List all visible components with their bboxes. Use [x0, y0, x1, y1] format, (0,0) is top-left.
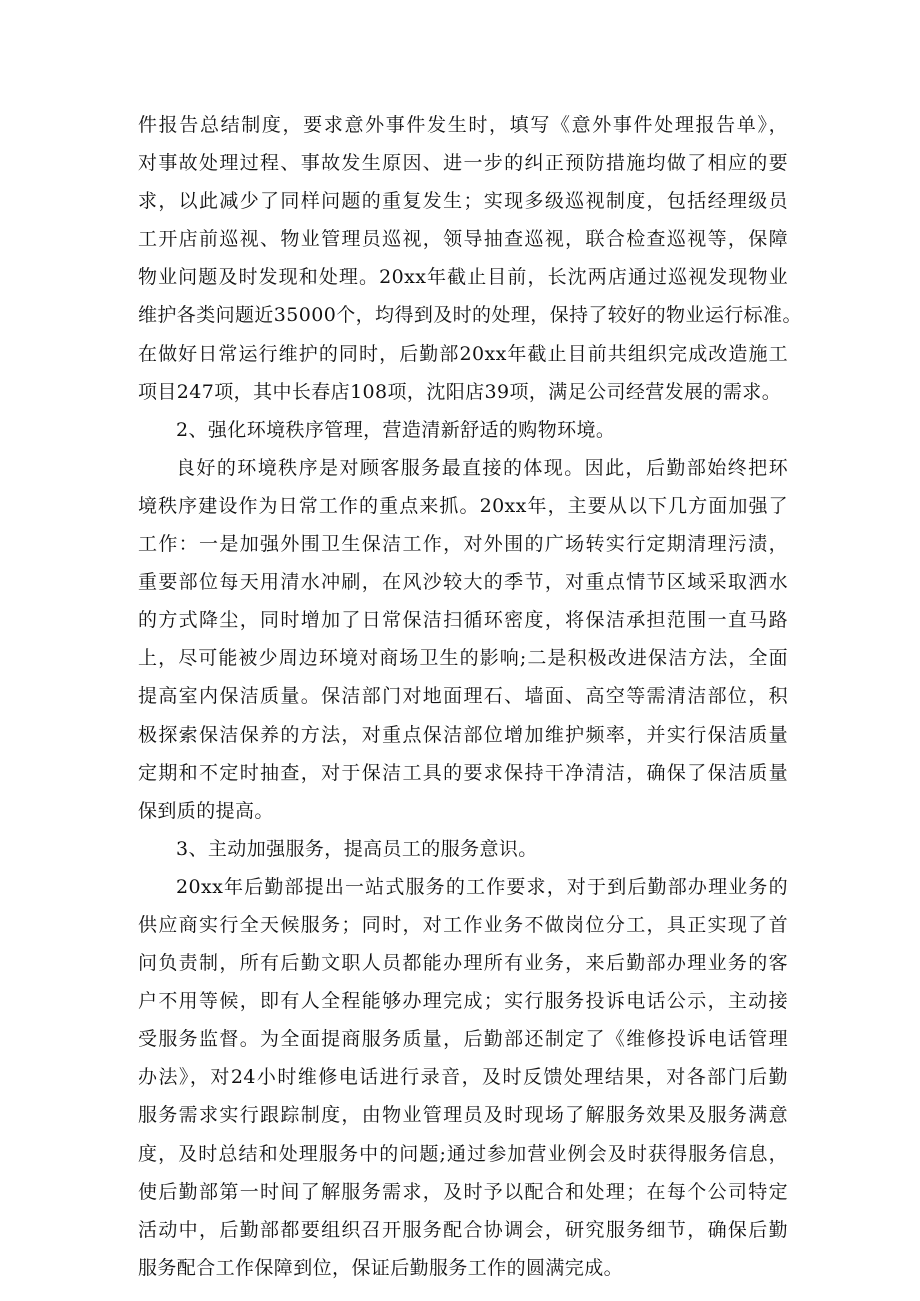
text-line: 物业问题及时发现和处理。20xx年截止目前，长沈两店通过巡视发现物业: [138, 266, 788, 289]
text-line: 服务需求实行跟踪制度，由物业管理员及时现场了解服务效果及服务满意: [138, 1104, 788, 1127]
text-line: 提高室内保洁质量。保洁部门对地面理石、墙面、高空等需清洁部位，积: [138, 685, 788, 708]
text-line: 户不用等候，即有人全程能够办理完成；实行服务投诉电话公示，主动接: [138, 990, 788, 1013]
paragraph: [138, 449, 788, 830]
text-line: 定期和不定时抽查，对于保洁工具的要求保持干净清洁，确保了保洁质量: [138, 761, 788, 784]
paragraph: [138, 830, 788, 868]
text-line: 良好的环境秩序是对顾客服务最直接的体现。因此，后勤部始终把环: [176, 456, 788, 479]
text-line: 维护各类问题近35000个，均得到及时的处理，保持了较好的物业运行标准。: [138, 304, 802, 327]
text-line: 供应商实行全天候服务；同时，对工作业务不做岗位分工，具正实现了首: [138, 913, 788, 936]
text-line: 服务配合工作保障到位，保证后勤服务工作的圆满完成。: [138, 1256, 624, 1279]
paragraph: [138, 411, 788, 449]
text-line: 在做好日常运行维护的同时，后勤部20xx年截止目前共组织完成改造施工: [138, 342, 788, 365]
text-line: 件报告总结制度，要求意外事件发生时，填写《意外事件处理报告单》，: [138, 114, 788, 136]
text-line: 对事故处理过程、事故发生原因、进一步的纠正预防措施均做了相应的要: [138, 152, 788, 175]
text-line: 3、主动加强服务，提高员工的服务意识。: [176, 837, 538, 860]
text-line: 境秩序建设作为日常工作的重点来抓。20xx年，主要从以下几方面加强了: [138, 494, 788, 517]
text-line: 受服务监督。为全面提商服务质量，后勤部还制定了《维修投诉电话管理: [138, 1028, 788, 1051]
text-line: 工开店前巡视、物业管理员巡视，领导抽查巡视，联合检查巡视等，保障: [138, 228, 788, 251]
text-line: 20xx年后勤部提出一站式服务的工作要求，对于到后勤部办理业务的: [176, 875, 788, 898]
text-line: 工作：一是加强外围卫生保洁工作，对外围的广场转实行定期清理污渍，: [138, 533, 788, 556]
paragraph: [138, 868, 788, 1287]
paragraph: [138, 106, 802, 411]
text-line: 项目247项，其中长春店108项，沈阳店39项，满足公司经营发展的需求。: [138, 380, 782, 403]
text-line: 活动中，后勤部都要组织召开服务配合协调会，研究服务细节，确保后勤: [138, 1218, 788, 1241]
text-line: 保到质的提高。: [138, 799, 274, 822]
document-body: [138, 106, 802, 1287]
text-line: 极探索保洁保养的方法，对重点保洁部位增加维护频率，并实行保洁质量: [138, 723, 788, 746]
text-line: 2、强化环境秩序管理，营造清新舒适的购物环境。: [176, 418, 616, 441]
text-line: 度，及时总结和处理服务中的问题;通过参加营业例会及时获得服务信息，: [138, 1142, 788, 1165]
text-line: 重要部位每天用清水冲刷，在风沙较大的季节，对重点情节区域采取洒水: [138, 571, 788, 594]
text-line: 的方式降尘，同时增加了日常保洁扫循环密度，将保洁承担范围一直马路: [138, 609, 788, 632]
text-line: 使后勤部第一时间了解服务需求，及时予以配合和处理；在每个公司特定: [138, 1180, 788, 1203]
text-line: 上，尽可能被少周边环境对商场卫生的影响;二是积极改进保洁方法，全面: [138, 647, 788, 670]
text-line: 问负责制，所有后勤文职人员都能办理所有业务，来后勤部办理业务的客: [138, 952, 788, 975]
text-line: 办法》，对24小时维修电话进行录音，及时反馈处理结果，对各部门后勤: [138, 1066, 788, 1089]
text-line: 求，以此减少了同样问题的重复发生；实现多级巡视制度，包括经理级员: [138, 190, 788, 213]
